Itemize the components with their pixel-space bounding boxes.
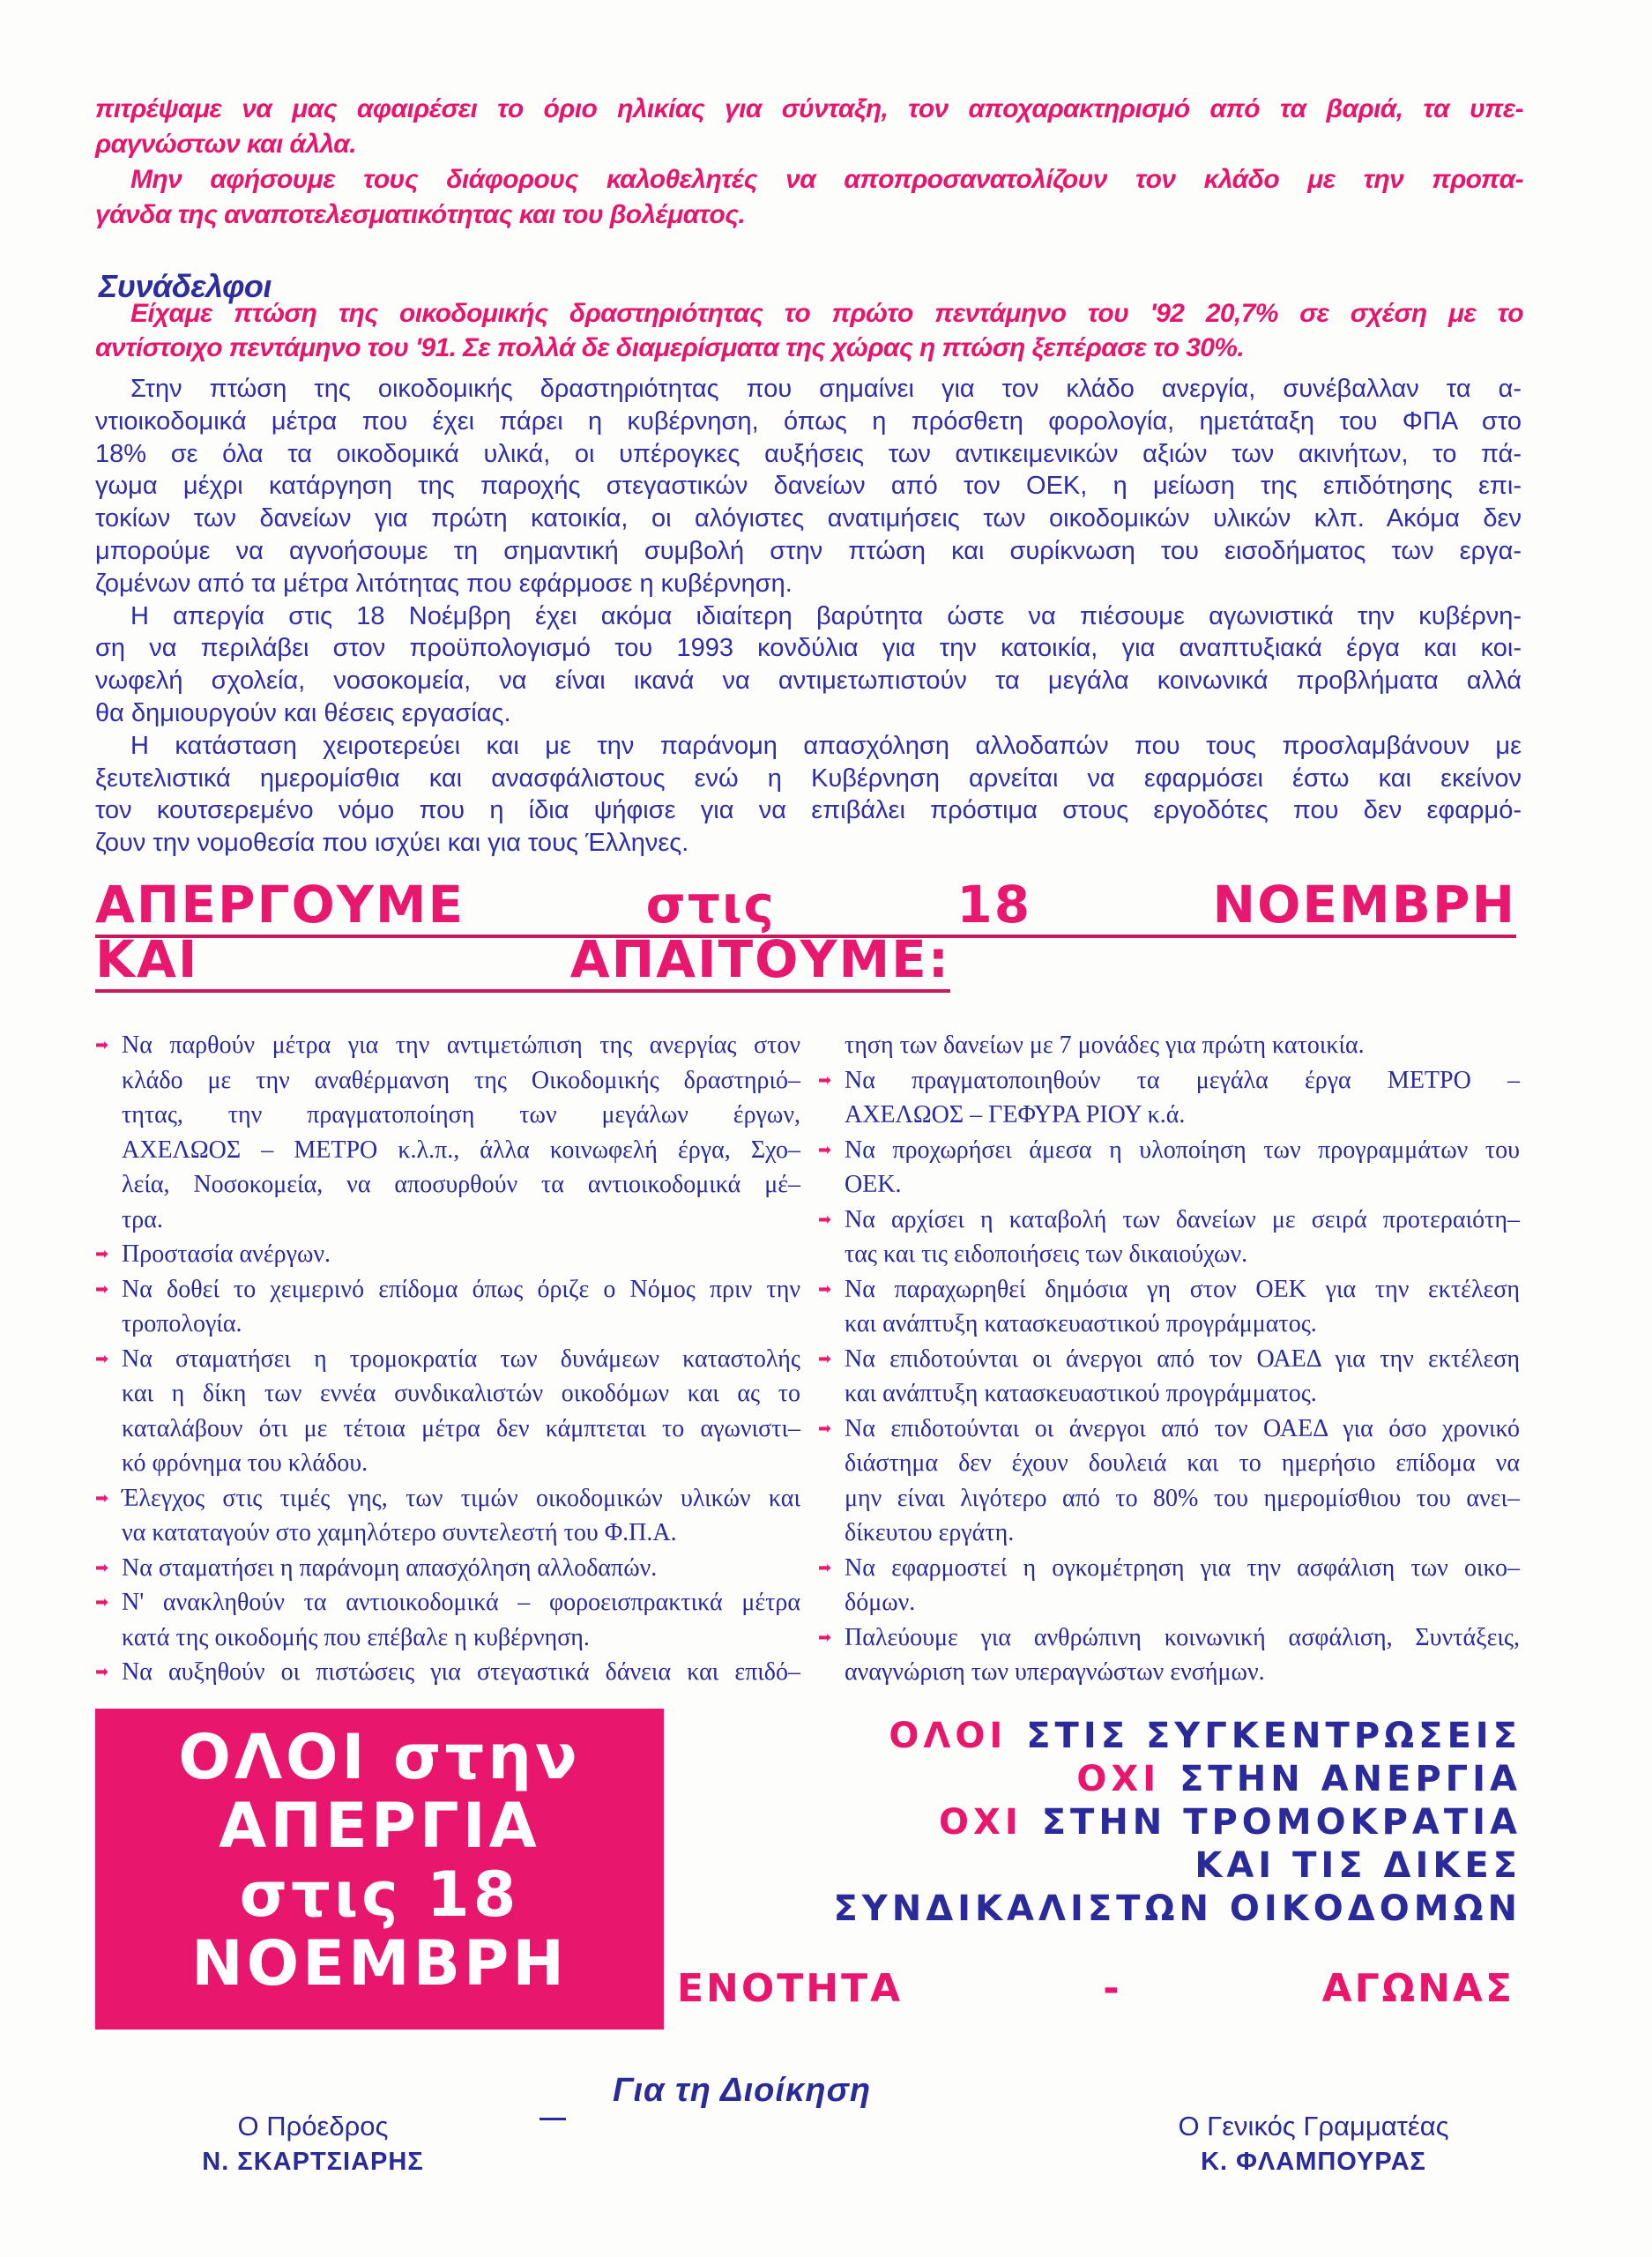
demand-line: Να δοθεί το χειμερινό επίδομα όπως όριζε ο Νόμος πριν την: [122, 1275, 800, 1303]
demand-line: Ν' ανακληθούν τα αντιοικοδομικά – φοροεισπρακτικά μέτρα: [122, 1589, 800, 1616]
demand-line: τρα.: [122, 1205, 163, 1233]
demand-line: και ανάπτυξη κατασκευαστικού προγράμματος.: [845, 1380, 1317, 1407]
demand-line: τητας, την πραγματοποίηση των μεγάλων έργων,: [122, 1101, 800, 1128]
demand-line: Έλεγχος στις τιμές γης, των τιμών οικοδομικών υλικών και: [122, 1484, 800, 1512]
demand-line: καταλάβουν ότι με τέτοια μέτρα δεν κάμπτεται το αγωνιστι–: [122, 1414, 800, 1442]
intro-paragraphs: [95, 92, 1523, 233]
facts-paragraph: [95, 296, 1523, 365]
demand-line: Παλεύουμε για ανθρώπινη κοινωνική ασφάλιση, Συντάξεις,: [845, 1623, 1520, 1651]
arrow-right-icon: ➡: [95, 1488, 109, 1508]
demand-line: δόμων.: [845, 1589, 916, 1616]
text-line: ξευτελιστικά ημερομίσθια και ανασφάλιστους ενώ η Κυβέρνηση αρνείται να εφαρμόσει έστω και εκείνον: [95, 764, 1522, 793]
text-line: ραγνώστων και άλλα.: [95, 130, 357, 159]
text-line: Στην πτώση της οικοδομικής δραστηριότητας που σημαίνει για τον κλάδο ανεργία, συνέβαλλαν τα α-: [130, 375, 1522, 403]
text-line: τον κουτσερεμένο νόμο που η ίδια ψήφισε για να επιβάλει πρόστιμα στους εργοδότες που δεν εφαρμό-: [95, 796, 1522, 825]
demand-line: Να παραχωρηθεί δημόσια γη στον ΟΕΚ για την εκτέλεση: [845, 1275, 1520, 1303]
demand-item: [818, 1272, 1520, 1342]
president-signature: [194, 2111, 432, 2177]
headline-demand: ΚΑΙ ΑΠΑΙΤΟΥΜΕ:: [95, 933, 950, 993]
demand-item: [95, 1342, 800, 1481]
text-line: τοκίων των δανείων για πρώτη κατοικία, οι αλόγιστες ανατιμήσεις των οικοδομικών υλικών κλπ. Ακόμα δεν: [95, 504, 1522, 533]
demands-right-column: [818, 1028, 1520, 1690]
demand-line: Να εφαρμοστεί η ογκομέτρηση για την ασφάλιση των οικο–: [845, 1553, 1520, 1582]
secretary-name: Κ. ΦΛΑΜΠΟΥΡΑΣ: [1201, 2148, 1426, 2176]
demand-line: Να σταματήσει η τρομοκρατία των δυνάμεων καταστολής: [122, 1345, 800, 1373]
demands-left-column: [95, 1028, 800, 1690]
president-role: Ο Πρόεδρος: [237, 2111, 389, 2142]
arrow-right-icon: ➡: [95, 1036, 109, 1054]
strike-box-line: ΟΛΟΙ στην: [178, 1721, 581, 1793]
demand-item: [95, 1272, 800, 1342]
demand-line: Προστασία ανέργων.: [122, 1240, 331, 1268]
demand-line: Να σταματήσει η παράνομη απασχόληση αλλοδαπών.: [122, 1553, 658, 1582]
arrow-right-icon: ➡: [818, 1349, 832, 1368]
arrow-right-icon: ➡: [818, 1558, 832, 1577]
demand-line: ΟΕΚ.: [845, 1171, 902, 1198]
slogan-accent: ΟΛΟΙ: [889, 1716, 1008, 1756]
text-line: Μην αφήσουμε τους διάφορους καλοθελητές να αποπροσανατολίζουν τον κλάδο με την προπα-: [130, 165, 1523, 194]
demand-line: Να αρχίσει η καταβολή των δανείων με σειρά προτεραιότη–: [845, 1205, 1520, 1233]
demand-line: Να επιδοτούνται οι άνεργοι από τον ΟΑΕΔ για όσο χρονικό: [845, 1414, 1520, 1442]
text-line: Η κατάσταση χειροτερεύει και με την παράνομη απασχόληση αλλοδαπών που τους προσλαμβάνουν με: [130, 731, 1522, 760]
arrow-right-icon: ➡: [818, 1210, 832, 1229]
secretary-role: Ο Γενικός Γραμματέας: [1178, 2111, 1449, 2142]
slogan-text: ΚΑΙ ΤΙΣ ΔΙΚΕΣ: [1194, 1845, 1522, 1886]
demand-line: ΑΧΕΛΩΟΣ – ΓΕΦΥΡΑ ΡΙΟΥ κ.ά.: [845, 1101, 1186, 1128]
demand-line: και ανάπτυξη κατασκευαστικού προγράμματος.: [845, 1310, 1317, 1337]
slogan-row: [833, 1844, 1522, 1888]
demand-line: Να επιδοτούνται οι άνεργοι από τον ΟΑΕΔ για την εκτέλεση: [845, 1345, 1520, 1373]
demand-item: [95, 1237, 800, 1272]
arrow-right-icon: ➡: [95, 1558, 109, 1577]
demand-line: τροπολογία.: [122, 1310, 242, 1337]
demand-line: Να πραγματοποιηθούν τα μεγάλα έργα ΜΕΤΡΟ –: [845, 1066, 1520, 1094]
secretary-signature: [1133, 2111, 1494, 2177]
divider: [540, 2118, 566, 2120]
arrow-right-icon: ➡: [818, 1070, 832, 1090]
text-line: γάνδα της αναποτελεσματικότητας και του βολέματος.: [95, 200, 746, 229]
arrow-right-icon: ➡: [818, 1140, 832, 1159]
text-line: ντιοικοδομικά μέτρα που έχει πάρει η κυβέρνηση, όπως η πρόσθετη φορολογία, ημετάταξη του ΦΠΑ στο: [95, 406, 1522, 436]
arrow-right-icon: ➡: [818, 1279, 832, 1299]
demand-item: [95, 1585, 800, 1655]
colleagues-heading: Συνάδελφοι: [99, 268, 272, 304]
demand-line: ΑΧΕΛΩΟΣ – ΜΕΤΡΟ κ.λ.π., άλλα κοινωφελή έργα, Σχο–: [122, 1136, 800, 1164]
arrow-right-icon: ➡: [95, 1663, 109, 1681]
demand-line: Να παρθούν μέτρα για την αντιμετώπιση της ανεργίας στον: [122, 1032, 800, 1059]
text-line: μπορούμε να αγνοήσουμε τη σημαντική συμβολή στην πτώση και συρίκνωση του εισοδήματος των εργα-: [95, 536, 1522, 565]
text-line: 18% σε όλα τα οικοδομικά υλικά, οι υπέρογκες αυξήσεις των αντικειμενικών αξιών των ακινήτων, το πά-: [95, 439, 1522, 468]
slogan-text: ΣΤΗΝ ΑΝΕΡΓΙΑ: [1179, 1759, 1522, 1799]
slogan-text: ΣΤΙΣ ΣΥΓΚΕΝΤΡΩΣΕΙΣ: [1026, 1716, 1522, 1756]
demand-item: [95, 1655, 800, 1690]
body-text: [95, 373, 1522, 860]
text-line: ση να περιλάβει στον προϋπολογισμό του 1993 κονδύλια για την κατοικία, για αναπτυξιακά έργα και κοι-: [95, 634, 1522, 663]
demand-item: [95, 1028, 800, 1237]
arrow-right-icon: ➡: [95, 1593, 109, 1612]
demand-item: [95, 1551, 800, 1586]
slogan-row: [833, 1888, 1522, 1931]
demand-item: [818, 1342, 1520, 1412]
arrow-right-icon: ➡: [95, 1279, 109, 1299]
strike-box-line: στις 18: [239, 1858, 520, 1931]
arrow-right-icon: ➡: [95, 1245, 109, 1263]
demand-line: μην είναι λιγότερο από το 80% του ημερομίσθιου του ανει–: [845, 1484, 1520, 1512]
headline-strike: ΑΠΕΡΓΟΥΜΕ στις 18 ΝΟΕΜΒΡΗ: [95, 878, 1516, 938]
arrow-right-icon: ➡: [818, 1628, 832, 1647]
demand-line: κό φρόνημα του κλάδου.: [122, 1449, 368, 1477]
text-line: νωφελή σχολεία, νοσοκομεία, να είναι ικανά να αντιμετωπιστούν τα μεγάλα κοινωνικά προβλήματα αλλά: [95, 667, 1522, 696]
demand-line: να καταταγούν στο χαμηλότερο συντελεστή του Φ.Π.Α.: [122, 1519, 677, 1546]
demand-line: δίκευτου εργάτη.: [845, 1519, 1015, 1546]
demand-line: λεία, Νοσοκομεία, να αποσυρθούν τα αντιοικοδομικά μέ–: [122, 1171, 800, 1198]
text-line: ζουν την νομοθεσία που ισχύει και για τους Έλληνες.: [95, 829, 689, 858]
demand-line: κατά της οικοδομής που επέβαλε η κυβέρνηση.: [122, 1623, 590, 1651]
text-line: αντίστοιχο πεντάμηνο του '91. Σε πολλά δε διαμερίσματα της χώρας η πτώση ξεπέρασε το 30%.: [95, 333, 1245, 362]
slogan-accent: ΟΧΙ: [938, 1802, 1023, 1843]
slogan-accent: ΟΧΙ: [1076, 1759, 1161, 1799]
demand-item: [818, 1551, 1520, 1620]
demand-line: τηση των δανείων με 7 μονάδες για πρώτη κατοικία.: [845, 1032, 1365, 1059]
text-line: γωμα μέχρι κατάργηση της παροχής στεγαστικών δανείων από τον ΟΕΚ, η μείωση της επιδότησης επι-: [95, 472, 1522, 501]
demand-line: αναγνώριση των υπεραγνώστων ενσήμων.: [845, 1658, 1265, 1686]
demand-item: [818, 1133, 1520, 1203]
strike-call-box: [95, 1709, 664, 2030]
demand-item: [818, 1063, 1520, 1133]
text-line: θα δημιουργούν και θέσεις εργασίας.: [95, 698, 511, 727]
unity-slogan: ΕΝΟΤΗΤΑ - ΑΓΩΝΑΣ: [677, 1966, 1514, 2011]
demand-item: [818, 1620, 1520, 1690]
demand-item: [818, 1412, 1520, 1551]
text-line: Είχαμε πτώση της οικοδομικής δραστηριότητας το πρώτο πεντάμηνο του '92 20,7% σε σχέση με το: [130, 299, 1523, 328]
footer-title: Για τη Διοίκηση: [613, 2072, 872, 2109]
demand-line: Να αυξηθούν οι πιστώσεις για στεγαστικά δάνεια και επιδό–: [122, 1658, 800, 1686]
demand-line: τας και τις ειδοποιήσεις των δικαιούχων.: [845, 1240, 1248, 1268]
text-line: Η απεργία στις 18 Νοέμβρη έχει ακόμα ιδιαίτερη βαρύτητα ώστε να πιέσουμε αγωνιστικά την κυβέρνη-: [130, 601, 1522, 630]
arrow-right-icon: ➡: [818, 1419, 832, 1438]
strike-box-line: ΑΠΕΡΓΙΑ: [219, 1790, 540, 1862]
strike-box-line: ΝΟΕΜΒΡΗ: [191, 1927, 568, 2000]
demand-line: Να προχωρήσει άμεσα η υλοποίηση των προγραμμάτων του: [845, 1136, 1520, 1164]
slogan-text: ΣΥΝΔΙΚΑΛΙΣΤΩΝ ΟΙΚΟΔΟΜΩΝ: [833, 1888, 1522, 1929]
demand-item: [95, 1481, 800, 1551]
demand-line: διάστημα δεν έχουν δουλειά και το ημερήσιο επίδομα να: [845, 1449, 1520, 1477]
slogan-row: [833, 1758, 1522, 1801]
president-name: Ν. ΣΚΑΡΤΣΙΑΡΗΣ: [202, 2148, 424, 2176]
slogans: [833, 1715, 1522, 1931]
slogan-text: ΣΤΗΝ ΤΡΟΜΟΚΡΑΤΙΑ: [1041, 1802, 1522, 1843]
text-line: πιτρέψαμε να μας αφαιρέσει το όριο ηλικίας για σύνταξη, τον αποχαρακτηρισμό από τα βαριά, τα υπε-: [95, 94, 1523, 123]
text-line: ζομένων από τα μέτρα λιτότητας που εφάρμοσε η κυβέρνηση.: [95, 569, 793, 598]
slogan-row: [833, 1715, 1522, 1758]
demand-item: [818, 1203, 1520, 1272]
demand-line: και η δίκη των εννέα συνδικαλιστών οικοδόμων και ας το: [122, 1380, 800, 1407]
slogan-row: [833, 1801, 1522, 1844]
arrow-right-icon: ➡: [95, 1349, 109, 1368]
demand-line: κλάδο με την αναθέρμανση της Οικοδομικής δραστηριό–: [122, 1066, 800, 1094]
demand-item: [818, 1028, 1520, 1063]
